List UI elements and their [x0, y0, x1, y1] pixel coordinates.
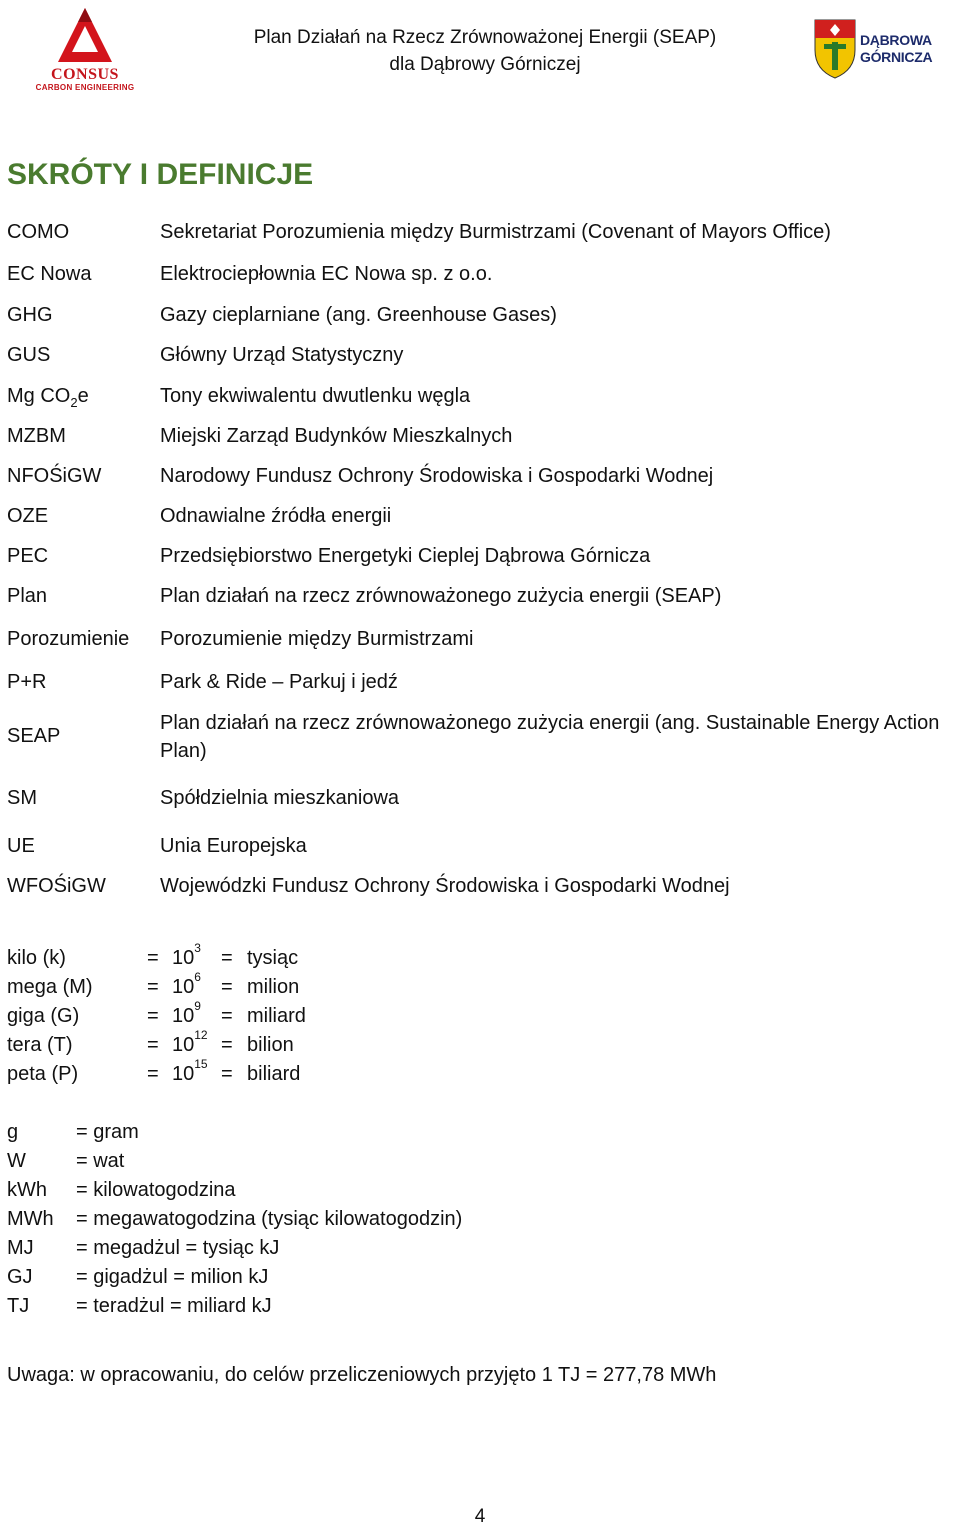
abbr-definition: Unia Europejska [160, 835, 307, 857]
section-title: SKRÓTY I DEFINICJE [7, 158, 314, 191]
prefix-exponent: 9 [194, 999, 201, 1013]
prefix-power [172, 999, 201, 1028]
prefix-name: tera (T) [7, 1034, 73, 1056]
prefix-base: 10 [172, 976, 195, 998]
prefix-equals: = [147, 1034, 159, 1056]
conversion-note: Uwaga: w opracowaniu, do celów przeliczeniowych przyjęto 1 TJ = 277,78 MWh [7, 1364, 717, 1386]
consus-triangle-icon [30, 6, 140, 68]
document-header-title [160, 24, 810, 78]
prefix-exponent: 15 [194, 1057, 208, 1071]
prefix-power [172, 970, 201, 999]
abbr-term-subscript: 2 [70, 395, 78, 410]
abbr-definition: Główny Urząd Statystyczny [160, 344, 404, 366]
abbr-definition: Odnawialne źródła energii [160, 505, 392, 527]
prefix-equals: = [147, 976, 159, 998]
consus-logo [30, 6, 140, 92]
unit-definition: = megadżul = tysiąc kJ [76, 1237, 280, 1259]
unit-definition: = kilowatogodzina [76, 1179, 236, 1201]
unit-definition: = gigadżul = milion kJ [76, 1266, 269, 1288]
prefix-exponent: 12 [194, 1028, 208, 1042]
unit-symbol: MJ [7, 1237, 34, 1259]
abbr-term-tail: e [77, 385, 89, 407]
abbr-definition: Park & Ride – Parkuj i jedź [160, 671, 398, 693]
prefix-word: milion [247, 976, 300, 998]
abbr-definition: Elektrociepłownia EC Nowa sp. z o.o. [160, 263, 493, 285]
unit-definition: = gram [76, 1121, 139, 1143]
abbr-definition: Miejski Zarząd Budynków Mieszkalnych [160, 425, 513, 447]
prefix-word: biliard [247, 1063, 301, 1085]
unit-symbol: g [7, 1121, 19, 1143]
abbr-definition: Sekretariat Porozumienia między Burmistrzami (Covenant of Mayors Office) [160, 221, 831, 243]
abbr-term: COMO [7, 221, 70, 243]
prefix-equals: = [221, 1063, 233, 1085]
abbr-term: GHG [7, 304, 53, 326]
prefix-exponent: 6 [194, 970, 201, 984]
dg-logo-line1: DĄBROWA [860, 32, 932, 48]
prefix-equals: = [221, 976, 233, 998]
prefix-base: 10 [172, 1063, 195, 1085]
prefix-equals: = [221, 947, 233, 969]
abbr-definition: Przedsiębiorstwo Energetyki Cieplej Dąbrowa Górnicza [160, 545, 651, 567]
abbr-term: Porozumienie [7, 628, 130, 650]
prefix-name: kilo (k) [7, 947, 66, 969]
unit-definition: = teradżul = miliard kJ [76, 1295, 272, 1317]
prefix-equals: = [147, 1005, 159, 1027]
prefix-name: giga (G) [7, 1005, 80, 1027]
abbr-definition: Wojewódzki Fundusz Ochrony Środowiska i Gospodarki Wodnej [160, 875, 730, 897]
abbr-definition: Porozumienie między Burmistrzami [160, 628, 474, 650]
prefix-equals: = [221, 1005, 233, 1027]
unit-symbol: MWh [7, 1208, 54, 1230]
unit-symbol: TJ [7, 1295, 30, 1317]
prefix-base: 10 [172, 947, 195, 969]
abbr-term: WFOŚiGW [7, 875, 106, 897]
unit-symbol: W [7, 1150, 26, 1172]
prefix-name: mega (M) [7, 976, 93, 998]
abbr-term: EC Nowa [7, 263, 92, 285]
dg-logo-line2: GÓRNICZA [860, 49, 933, 65]
prefix-power [172, 1028, 208, 1057]
consus-logo-word: CONSUS [51, 66, 119, 83]
abbr-term: UE [7, 835, 35, 857]
abbr-definition: Spółdzielnia mieszkaniowa [160, 787, 400, 809]
consus-logo-subtitle: CARBON ENGINEERING [35, 83, 135, 92]
abbr-term-co2e [7, 385, 89, 410]
unit-definition: = wat [76, 1150, 125, 1172]
prefix-exponent: 3 [194, 941, 201, 955]
abbr-term: GUS [7, 344, 51, 366]
prefix-base: 10 [172, 1034, 195, 1056]
abbr-term: MZBM [7, 425, 66, 447]
abbr-term: NFOŚiGW [7, 465, 102, 487]
page-number: 4 [474, 1506, 486, 1527]
abbr-definition: Plan działań na rzecz zrównoważonego zużycia energii (SEAP) [160, 585, 722, 607]
abbr-definition: Plan działań na rzecz zrównoważonego zużycia energii (ang. Sustainable Energy Action Plan) [160, 712, 940, 762]
coat-of-arms-icon [812, 16, 858, 80]
unit-symbol: GJ [7, 1266, 33, 1288]
prefix-power [172, 941, 201, 970]
prefix-base: 10 [172, 1005, 195, 1027]
prefix-equals: = [221, 1034, 233, 1056]
abbr-term: OZE [7, 505, 49, 527]
prefix-word: bilion [247, 1034, 294, 1056]
abbr-definition: Tony ekwiwalentu dwutlenku węgla [160, 385, 471, 407]
abbr-definition: Gazy cieplarniane (ang. Greenhouse Gases) [160, 304, 557, 326]
prefix-equals: = [147, 1063, 159, 1085]
prefix-power [172, 1057, 208, 1086]
header-title-line1: Plan Działań na Rzecz Zrównoważonej Energii (SEAP) [253, 27, 717, 48]
abbr-term: PEC [7, 545, 49, 567]
prefix-equals: = [147, 947, 159, 969]
abbr-term: Plan [7, 585, 48, 607]
dabrowa-gornicza-logo [812, 12, 958, 86]
abbr-term-main: Mg CO [7, 385, 71, 407]
prefix-word: miliard [247, 1005, 306, 1027]
prefix-name: peta (P) [7, 1063, 79, 1085]
unit-symbol: kWh [7, 1179, 47, 1201]
dg-logo-text [860, 32, 932, 66]
abbr-term: P+R [7, 671, 47, 693]
abbr-definition: Narodowy Fundusz Ochrony Środowiska i Gospodarki Wodnej [160, 465, 714, 487]
abbr-term: SM [7, 787, 37, 809]
abbr-term: SEAP [7, 725, 61, 747]
unit-definition: = megawatogodzina (tysiąc kilowatogodzin) [76, 1208, 463, 1230]
header-title-line2: dla Dąbrowy Górniczej [389, 54, 581, 75]
prefix-word: tysiąc [247, 947, 299, 969]
